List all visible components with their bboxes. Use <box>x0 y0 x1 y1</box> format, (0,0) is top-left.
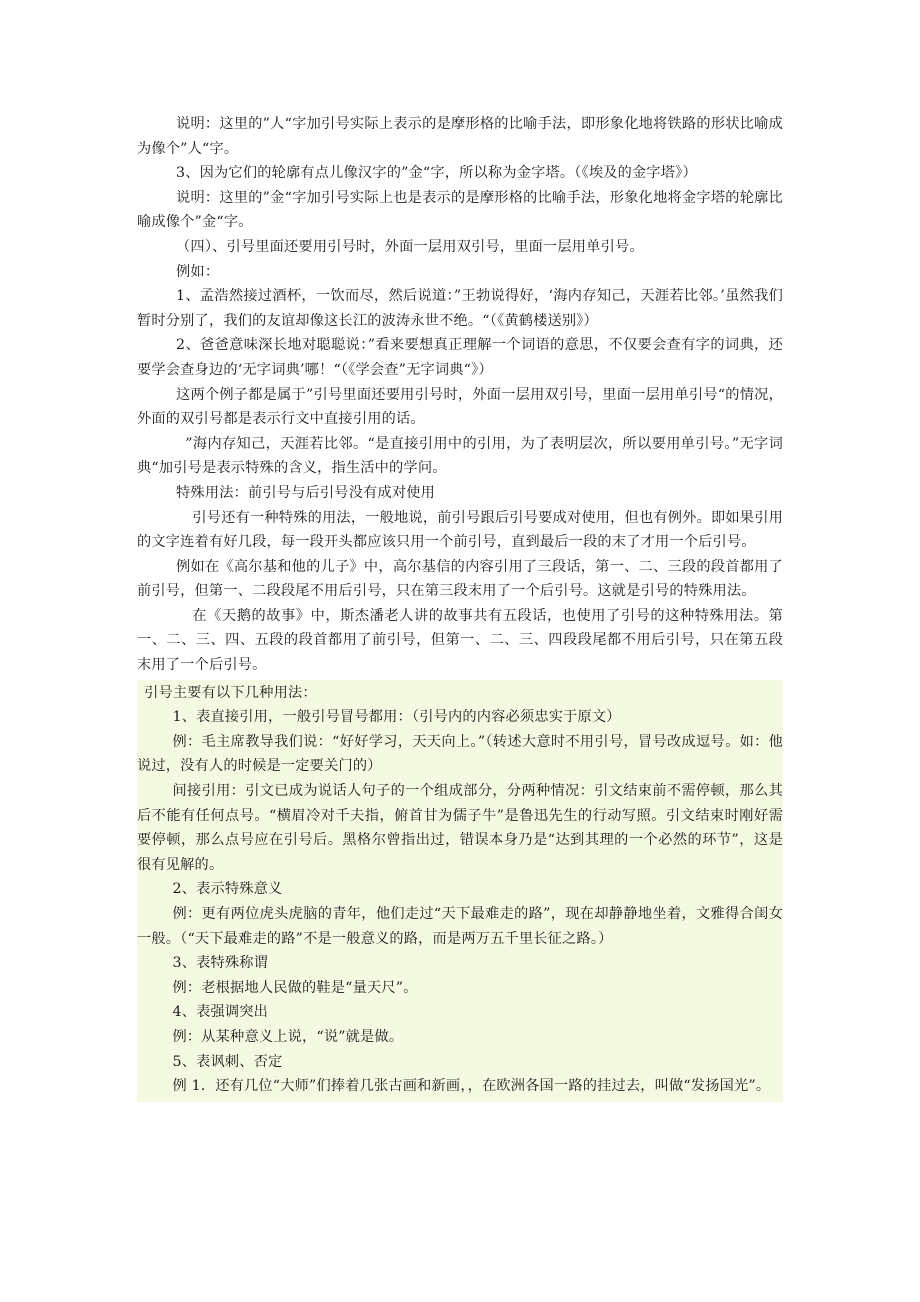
usage-item: 2、表示特殊意义 <box>172 881 283 898</box>
usage-list-heading: 引号主要有以下几种用法： <box>144 684 317 701</box>
usage-example: 例 1．还有几位“大师”们捧着几张古画和新画，，在欧洲各国一路的挂过去，叫做“发扬国光”。 <box>172 1078 771 1095</box>
usage-item: 3、表特殊称谓 <box>172 955 269 972</box>
highlighted-section <box>137 680 783 1102</box>
usage-example: 例：毛主席教导我们说：“好好学习，天天向上。”（转述大意时不用引号，冒号改成逗号。如：他说过，没有人的时候是一定要关门的） <box>137 733 783 775</box>
usage-explanation: 间接引用：引文已成为说话人句子的一个组成部分，分两种情况：引文结束前不需停顿，那么其后不能有任何点号。“横眉冷对千夫指，俯首甘为儒子牛”是鲁迅先生的行动写照。引文结束时刚好需要停顿，那么点号应在引号后。黑格尔曾指出过，错误本身乃是“达到其理的一个必然的环节”，这是很有见解的。 <box>137 783 783 873</box>
usage-item: 4、表强调突出 <box>172 1004 269 1021</box>
special-usage-heading: 特殊用法：前引号与后引号没有成对使用 <box>176 484 436 501</box>
example-label: 例如： <box>176 263 220 280</box>
document-page <box>137 112 783 1102</box>
usage-example: 例：从某种意义上说，“说”就是做。 <box>172 1028 404 1045</box>
analysis-paragraph: 这两个例子都是属于”引号里面还要用引号时，外面一层用双引号，里面一层用单引号“的情况，外面的双引号都是表示行文中直接引用的话。 <box>137 386 783 428</box>
example-paragraph: 2、爸爸意味深长地对聪聪说：”看来要想真正理解一个词语的意思，不仅要会查有字的词典，还要学会查身边的‘无字词典’哪！“（《学会查”无字词典“》） <box>137 337 783 378</box>
section-heading: （四）、引号里面还要用引号时，外面一层用双引号，里面一层用单引号。 <box>176 238 644 255</box>
special-usage-example: 例如在《高尔基和他的儿子》中，高尔基信的内容引用了三段话，第一、二、三段的段首都用了前引号，但第一、二段段尾不用后引号，只在第三段末用了一个后引号。这就是引号的特殊用法。 <box>137 558 783 600</box>
example-paragraph: 3、因为它们的轮廓有点儿像汉字的”金“字，所以称为金字塔。（《埃及的金字塔》） <box>176 165 697 182</box>
special-usage-paragraph: 引号还有一种特殊的用法，一般地说，前引号跟后引号要成对使用，但也有例外。即如果引用的文字连着有好几段，每一段开头都应该只用一个前引号，直到最后一段的末了才用一个后引号。 <box>137 509 783 551</box>
usage-example: 例：更有两位虎头虎脑的青年，他们走过“天下最难走的路”，现在却静静地坐着，文雅得合闺女一般。（“天下最难走的路”不是一般意义的路，而是两万五千里长征之路。） <box>137 906 783 947</box>
explanation-paragraph: 说明：这里的”人“字加引号实际上表示的是摩形格的比喻手法，即形象化地将铁路的形状比喻成为像个”人“字。 <box>137 116 783 157</box>
special-usage-example: 在《天鹅的故事》中，斯杰潘老人讲的故事共有五段话，也使用了引号的这种特殊用法。第一、二、三、四、五段的段首都用了前引号，但第一、二、三、四段段尾都不用后引号，只在第五段末用了一个后引号。 <box>137 607 783 674</box>
usage-item: 5、表讽刺、否定 <box>172 1053 283 1070</box>
analysis-paragraph: ”海内存知己，天涯若比邻。“是直接引用中的引用，为了表明层次，所以要用单引号。”无字词典“加引号是表示特殊的含义，指生活中的学问。 <box>137 435 783 477</box>
usage-item: 1、表直接引用，一般引号冒号都用：（引号内的内容必须忠实于原文） <box>172 709 621 726</box>
usage-example: 例：老根据地人民做的鞋是“量天尺”。 <box>172 979 418 996</box>
intro-section <box>137 112 783 678</box>
explanation-paragraph: 说明：这里的”金“字加引号实际上也是表示的是摩形格的比喻手法，形象化地将金字塔的轮廓比喻成像个”金“字。 <box>137 189 783 231</box>
example-paragraph: 1、孟浩然接过酒杯，一饮而尽，然后说道：”王勃说得好，‘海内存知己，天涯若比邻。’虽然我们暂时分别了，我们的友谊却像这长江的波涛永世不绝。“（《黄鹤楼送别》） <box>137 288 783 329</box>
